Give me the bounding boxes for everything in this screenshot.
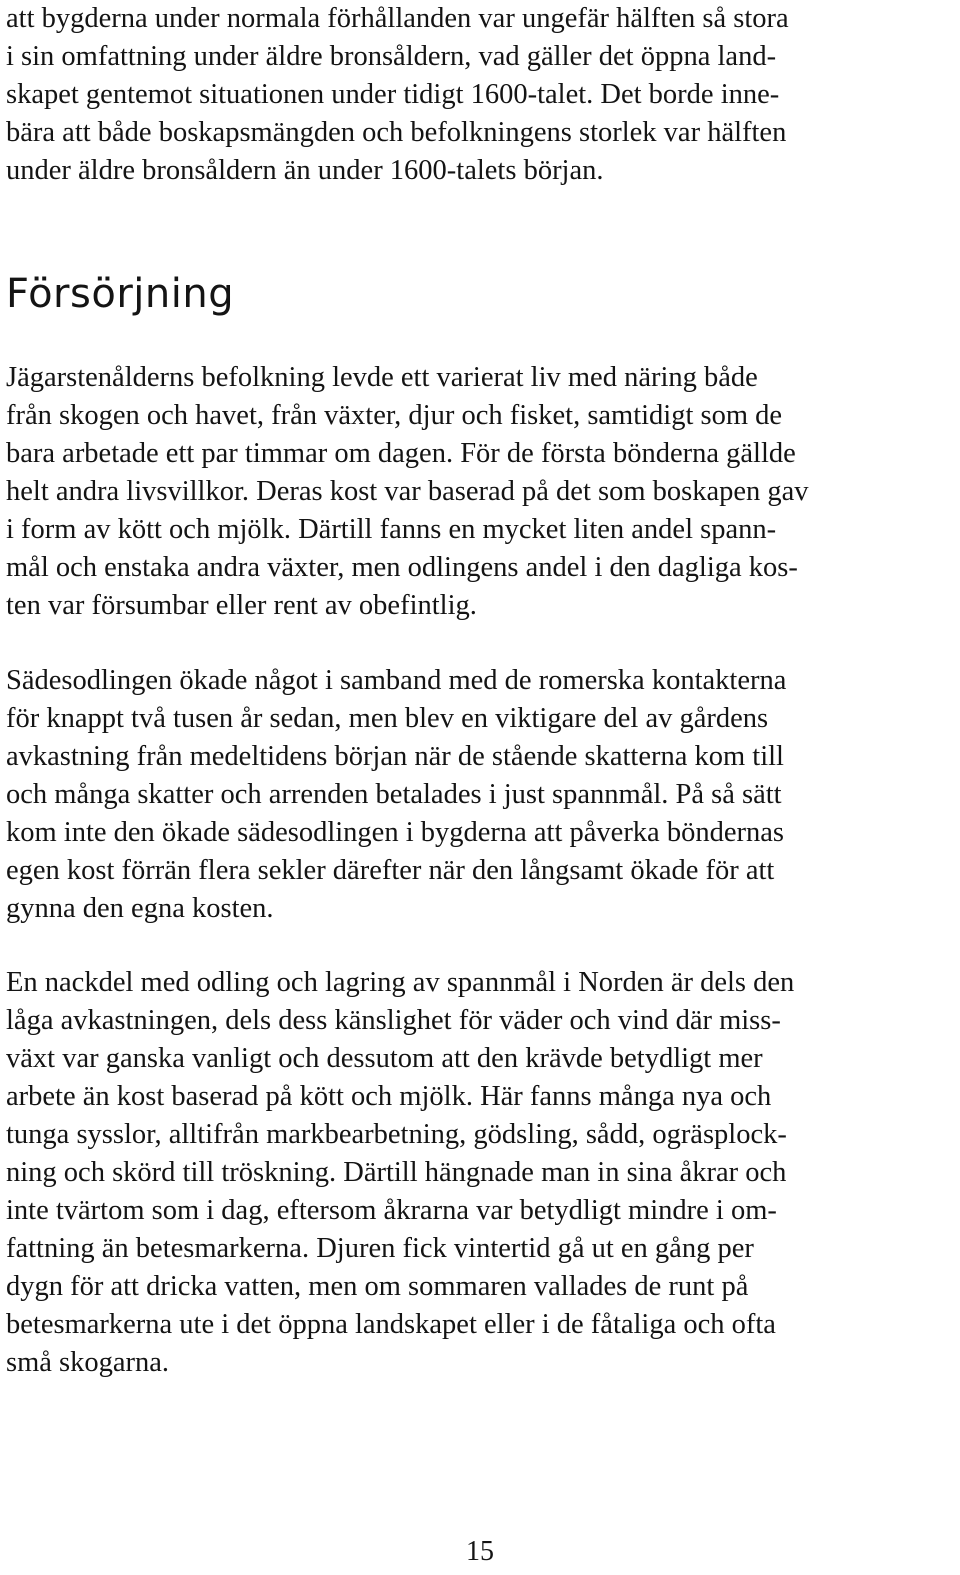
intro-paragraph bbox=[6, 0, 956, 190]
text-line: arbete än kost baserad på kött och mjölk. Här fanns många nya och bbox=[6, 1081, 772, 1112]
paragraph-1 bbox=[6, 359, 956, 625]
text-line: i form av kött och mjölk. Därtill fanns en mycket liten andel spann- bbox=[6, 514, 777, 545]
text-line: och många skatter och arrenden betalades i just spannmål. På så sätt bbox=[6, 779, 782, 810]
paragraph-2 bbox=[6, 662, 956, 928]
section-heading: Försörjning bbox=[6, 271, 235, 317]
text-line: att bygderna under normala förhållanden var ungefär hälften så stora bbox=[6, 3, 789, 34]
page-number: 15 bbox=[466, 1536, 494, 1567]
text-line: för knappt två tusen år sedan, men blev en viktigare del av gårdens bbox=[6, 703, 769, 734]
text-line: Jägarstenålderns befolkning levde ett varierat liv med näring både bbox=[6, 362, 758, 393]
text-line: betesmarkerna ute i det öppna landskapet eller i de fåtaliga och ofta bbox=[6, 1309, 776, 1340]
text-line: bära att både boskapsmängden och befolkningens storlek var hälften bbox=[6, 117, 787, 148]
text-line: helt andra livsvillkor. Deras kost var baserad på det som boskapen gav bbox=[6, 476, 809, 507]
text-line: En nackdel med odling och lagring av spannmål i Norden är dels den bbox=[6, 967, 795, 998]
text-line: avkastning från medeltidens början när de stående skatterna kom till bbox=[6, 741, 784, 772]
text-line: ten var försumbar eller rent av obefintlig. bbox=[6, 590, 477, 621]
text-line: tunga sysslor, alltifrån markbearbetning, gödsling, sådd, ogräsplock- bbox=[6, 1119, 787, 1150]
paragraph-3 bbox=[6, 964, 956, 1382]
text-line: från skogen och havet, från växter, djur och fisket, samtidigt som de bbox=[6, 400, 783, 431]
text-line: små skogarna. bbox=[6, 1347, 170, 1378]
text-line: i sin omfattning under äldre bronsåldern, vad gäller det öppna land- bbox=[6, 41, 777, 72]
text-line: ning och skörd till tröskning. Därtill hängnade man in sina åkrar och bbox=[6, 1157, 787, 1188]
text-line: under äldre bronsåldern än under 1600-talets början. bbox=[6, 155, 604, 186]
text-line: bara arbetade ett par timmar om dagen. För de första bönderna gällde bbox=[6, 438, 796, 469]
text-line: gynna den egna kosten. bbox=[6, 893, 274, 924]
text-line: egen kost förrän flera sekler därefter när den långsamt ökade för att bbox=[6, 855, 775, 886]
text-line: växt var ganska vanligt och dessutom att den krävde betydligt mer bbox=[6, 1043, 763, 1074]
text-line: mål och enstaka andra växter, men odlingens andel i den dagliga kos- bbox=[6, 552, 798, 583]
text-line: skapet gentemot situationen under tidigt 1600-talet. Det borde inne- bbox=[6, 79, 780, 110]
text-line: kom inte den ökade sädesodlingen i bygderna att påverka böndernas bbox=[6, 817, 784, 848]
text-line: Sädesodlingen ökade något i samband med de romerska kontakterna bbox=[6, 665, 787, 696]
text-line: fattning än betesmarkerna. Djuren fick vintertid gå ut en gång per bbox=[6, 1233, 754, 1264]
text-line: inte tvärtom som i dag, eftersom åkrarna var betydligt mindre i om- bbox=[6, 1195, 777, 1226]
text-line: låga avkastningen, dels dess känslighet för väder och vind där miss- bbox=[6, 1005, 781, 1036]
text-line: dygn för att dricka vatten, men om sommaren vallades de runt på bbox=[6, 1271, 749, 1302]
